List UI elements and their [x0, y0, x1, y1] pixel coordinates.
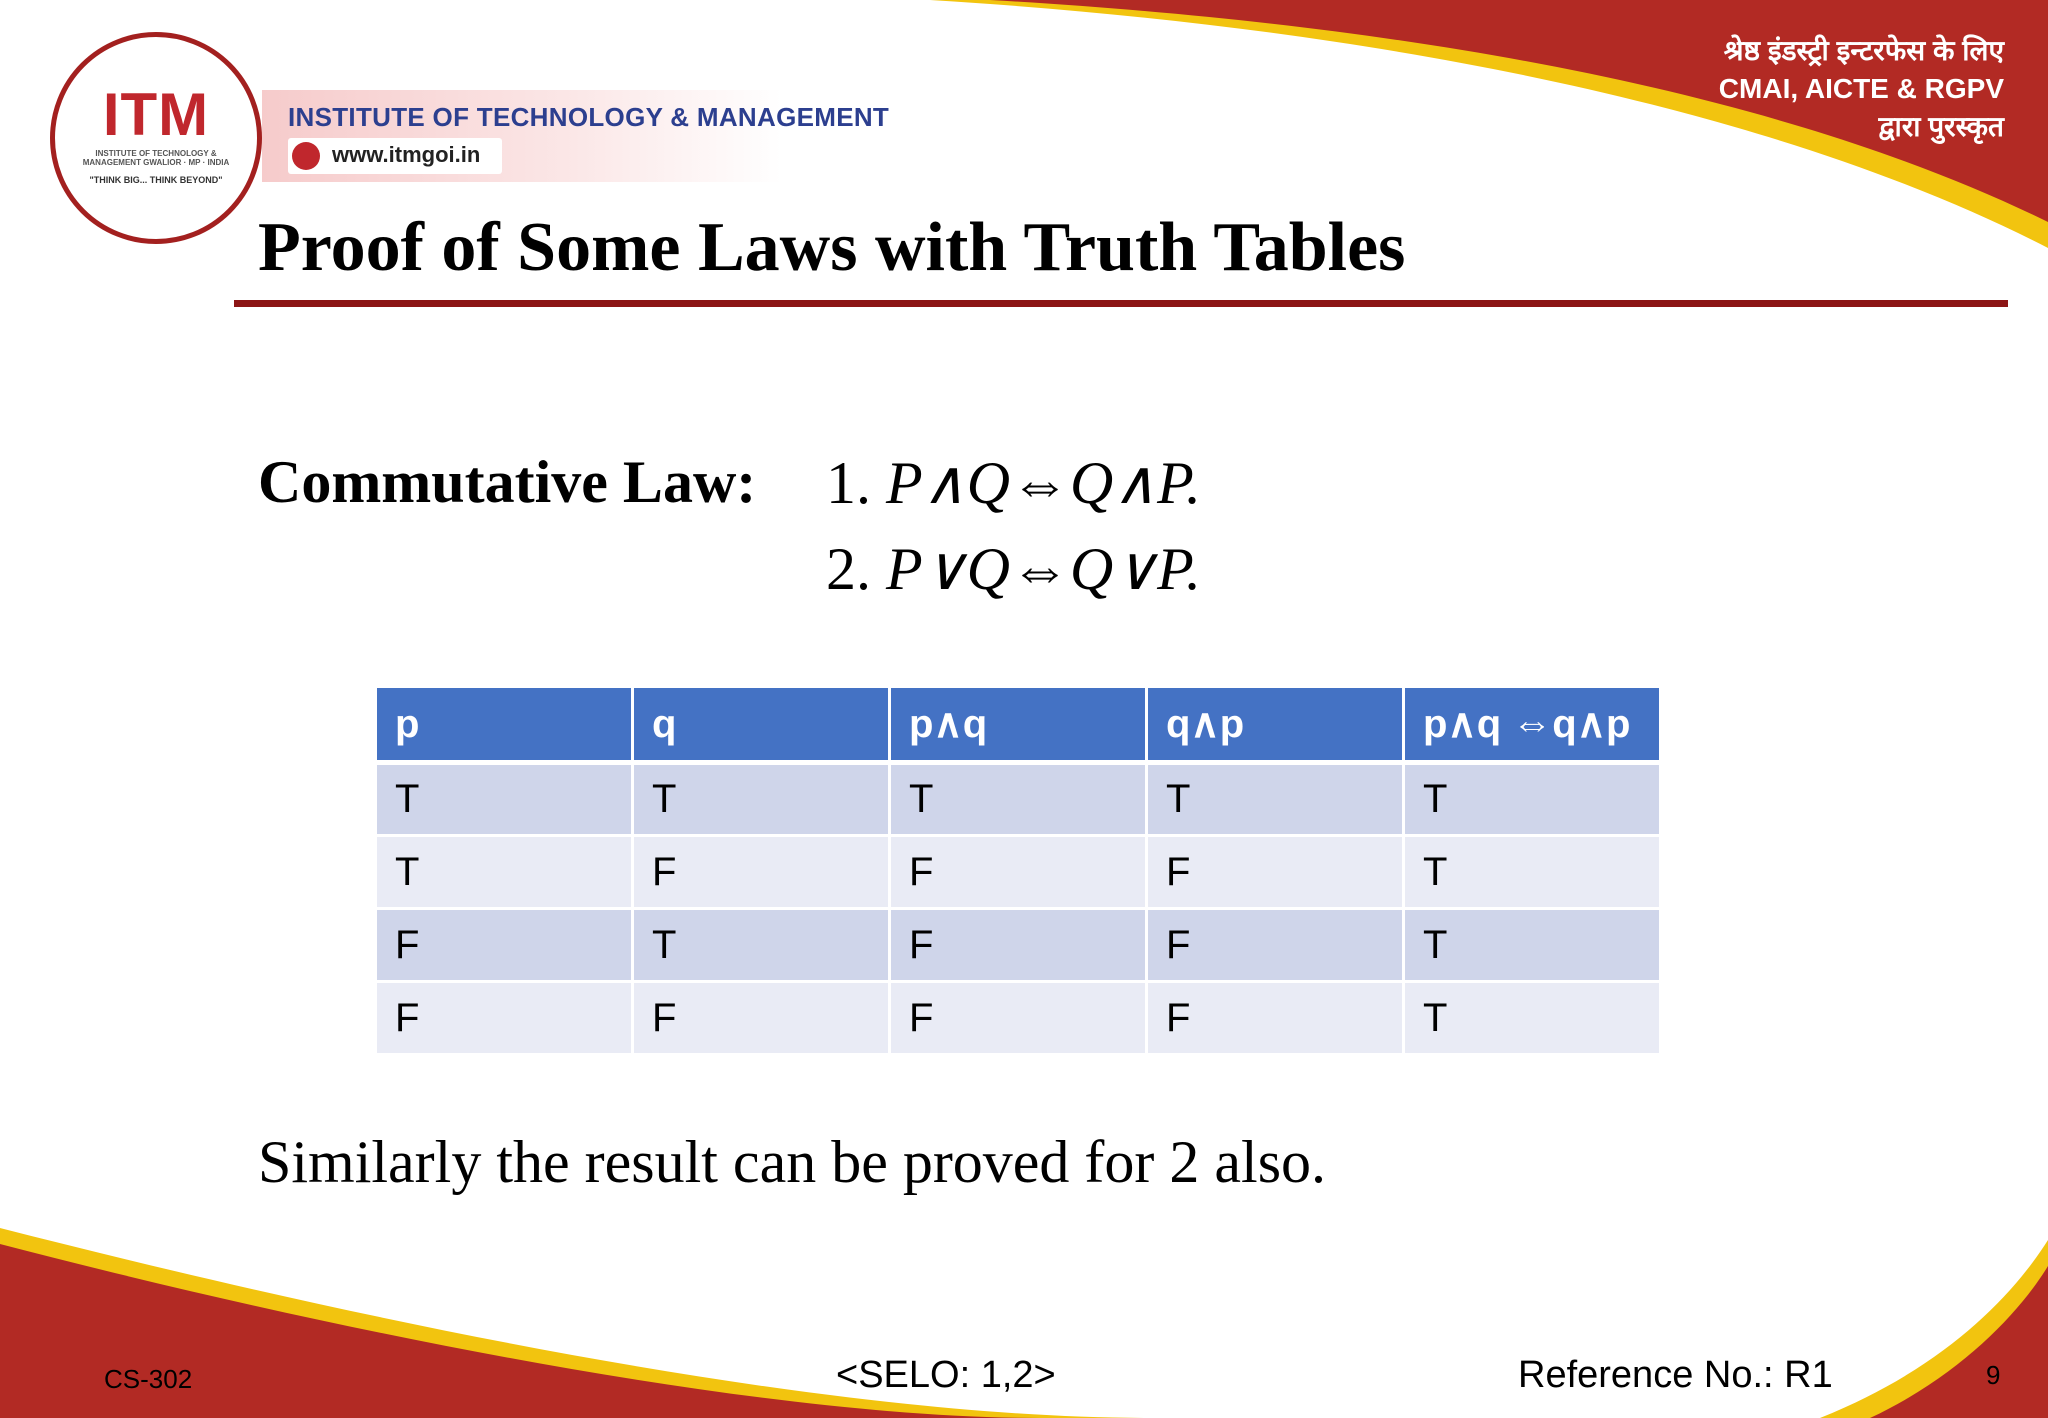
award-line-1: श्रेष्ठ इंडस्ट्री इन्टरफेस के लिए: [1723, 35, 2004, 66]
website-link: www.itmgoi.in: [332, 142, 481, 167]
law-item-2-formula: P∨Q⇔Q∨P.: [886, 536, 1202, 602]
table-cell: F: [890, 909, 1147, 982]
table-cell: F: [376, 909, 633, 982]
course-code: CS-302: [104, 1364, 193, 1394]
conclusion-text: Similarly the result can be proved for 2 also.: [258, 1129, 1327, 1195]
table-cell: F: [633, 836, 890, 909]
selo-label: <SELO: 1,2>: [836, 1354, 1056, 1396]
title-underline: [234, 300, 2008, 307]
table-cell: F: [633, 982, 890, 1055]
table-row: [376, 909, 1661, 982]
itm-logo-seal: [50, 32, 262, 244]
table-cell: T: [1404, 763, 1661, 836]
table-cell: T: [1147, 763, 1404, 836]
law-item-1: [826, 448, 1201, 518]
table-cell: F: [376, 982, 633, 1055]
table-cell: T: [890, 763, 1147, 836]
table-cell: F: [1147, 909, 1404, 982]
logo-subtitle: INSTITUTE OF TECHNOLOGY & MANAGEMENT GWALIOR · MP · INDIA: [82, 149, 230, 167]
table-cell: T: [1404, 982, 1661, 1055]
slide-title: Proof of Some Laws with Truth Tables: [258, 209, 1406, 286]
page-number: 9: [1986, 1360, 2001, 1390]
table-cell: T: [633, 909, 890, 982]
logo-text: ITM: [102, 81, 210, 148]
table-header-row: [376, 687, 1661, 763]
header-cell: p∧q: [890, 687, 1147, 763]
law-item-1-number: 1.: [826, 450, 871, 516]
table-cell: T: [1404, 836, 1661, 909]
law-item-2-number: 2.: [826, 536, 871, 602]
table-cell: F: [1147, 982, 1404, 1055]
award-line-2: CMAI, AICTE & RGPV: [1718, 73, 2004, 104]
table-row: [376, 763, 1661, 836]
reference-number: Reference No.: R1: [1518, 1354, 1833, 1396]
table-cell: T: [376, 836, 633, 909]
institute-name: INSTITUTE OF TECHNOLOGY & MANAGEMENT: [288, 102, 890, 132]
header-cell: p∧q ⇔q∧p: [1404, 687, 1661, 763]
table-row: [376, 836, 1661, 909]
table-row: [376, 982, 1661, 1055]
truth-table: [374, 685, 1662, 1056]
table-cell: T: [376, 763, 633, 836]
table-cell: T: [633, 763, 890, 836]
table-cell: F: [1147, 836, 1404, 909]
header-cell: q: [633, 687, 890, 763]
award-line-3: द्वारा पुरस्कृत: [1878, 111, 2004, 142]
law-item-1-formula: P∧Q⇔Q∧P.: [886, 450, 1202, 516]
table-cell: F: [890, 836, 1147, 909]
award-text: [1719, 32, 2004, 146]
law-label: Commutative Law:: [258, 449, 757, 515]
header-cell: q∧p: [1147, 687, 1404, 763]
logo-slogan: "THINK BIG... THINK BEYOND": [89, 175, 223, 185]
header-cell: p: [376, 687, 633, 763]
law-item-2: [826, 534, 1201, 604]
globe-icon: [292, 142, 320, 170]
table-cell: F: [890, 982, 1147, 1055]
table-cell: T: [1404, 909, 1661, 982]
